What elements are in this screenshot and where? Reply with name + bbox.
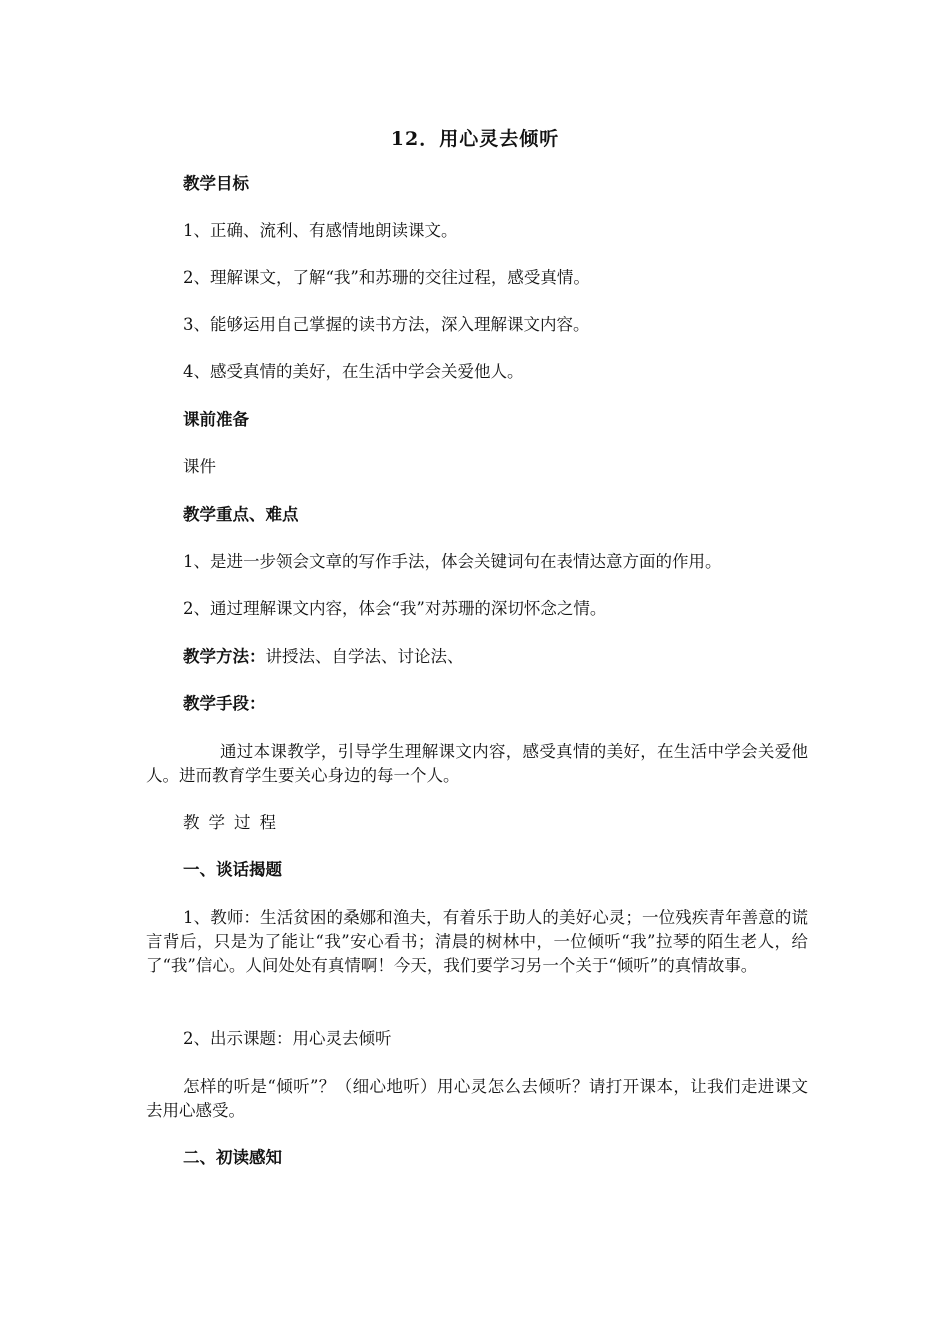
- means-label: 教学手段：: [183, 694, 266, 713]
- process-heading: 教学过程: [183, 813, 285, 832]
- objectives-heading: 教学目标: [183, 174, 249, 193]
- section1-paragraph-1: 1、教师：生活贫困的桑娜和渔夫，有着乐于助人的美好心灵；一位残疾青年善意的谎言背后，只是为了能让“我”安心看书；清晨的树林中，一位倾听“我”拉琴的陌生老人，给了“我”信心。人间处处有真情啊！今天，我们要学习另一个关于“倾听”的真情故事。: [146, 908, 808, 975]
- section1-paragraph-3: 怎样的听是“倾听”？（细心地听）用心灵怎么去倾听？请打开课本，让我们走进课文去用心感受。: [146, 1077, 808, 1120]
- document-title: 12．用心灵去倾听: [390, 128, 560, 150]
- objective-item-4: 4、感受真情的美好，在生活中学会关爱他人。: [183, 362, 524, 381]
- methods-line: [183, 645, 464, 669]
- key-point-item-2: 2、通过理解课文内容，体会“我”对苏珊的深切怀念之情。: [183, 599, 607, 618]
- preparation-heading: 课前准备: [183, 410, 249, 429]
- means-paragraph: 通过本课教学，引导学生理解课文内容，感受真情的美好，在生活中学会关爱他人。进而教育学生要关心身边的每一个人。: [146, 742, 808, 785]
- preparation-content: 课件: [183, 457, 216, 476]
- key-point-item-1: 1、是进一步领会文章的写作手法，体会关键词句在表情达意方面的作用。: [183, 552, 722, 571]
- section1-heading: 一、谈话揭题: [183, 860, 282, 879]
- section1-paragraph-2: 2、出示课题：用心灵去倾听: [183, 1029, 392, 1048]
- objective-item-3: 3、能够运用自己掌握的读书方法，深入理解课文内容。: [183, 315, 590, 334]
- key-points-heading: 教学重点、难点: [183, 505, 299, 524]
- section2-heading: 二、初读感知: [183, 1148, 282, 1167]
- methods-label: 教学方法：: [183, 647, 266, 666]
- objective-item-2: 2、理解课文，了解“我”和苏珊的交往过程，感受真情。: [183, 268, 590, 287]
- methods-value: 讲授法、自学法、讨论法、: [265, 647, 464, 666]
- objective-item-1: 1、正确、流利、有感情地朗读课文。: [183, 221, 458, 240]
